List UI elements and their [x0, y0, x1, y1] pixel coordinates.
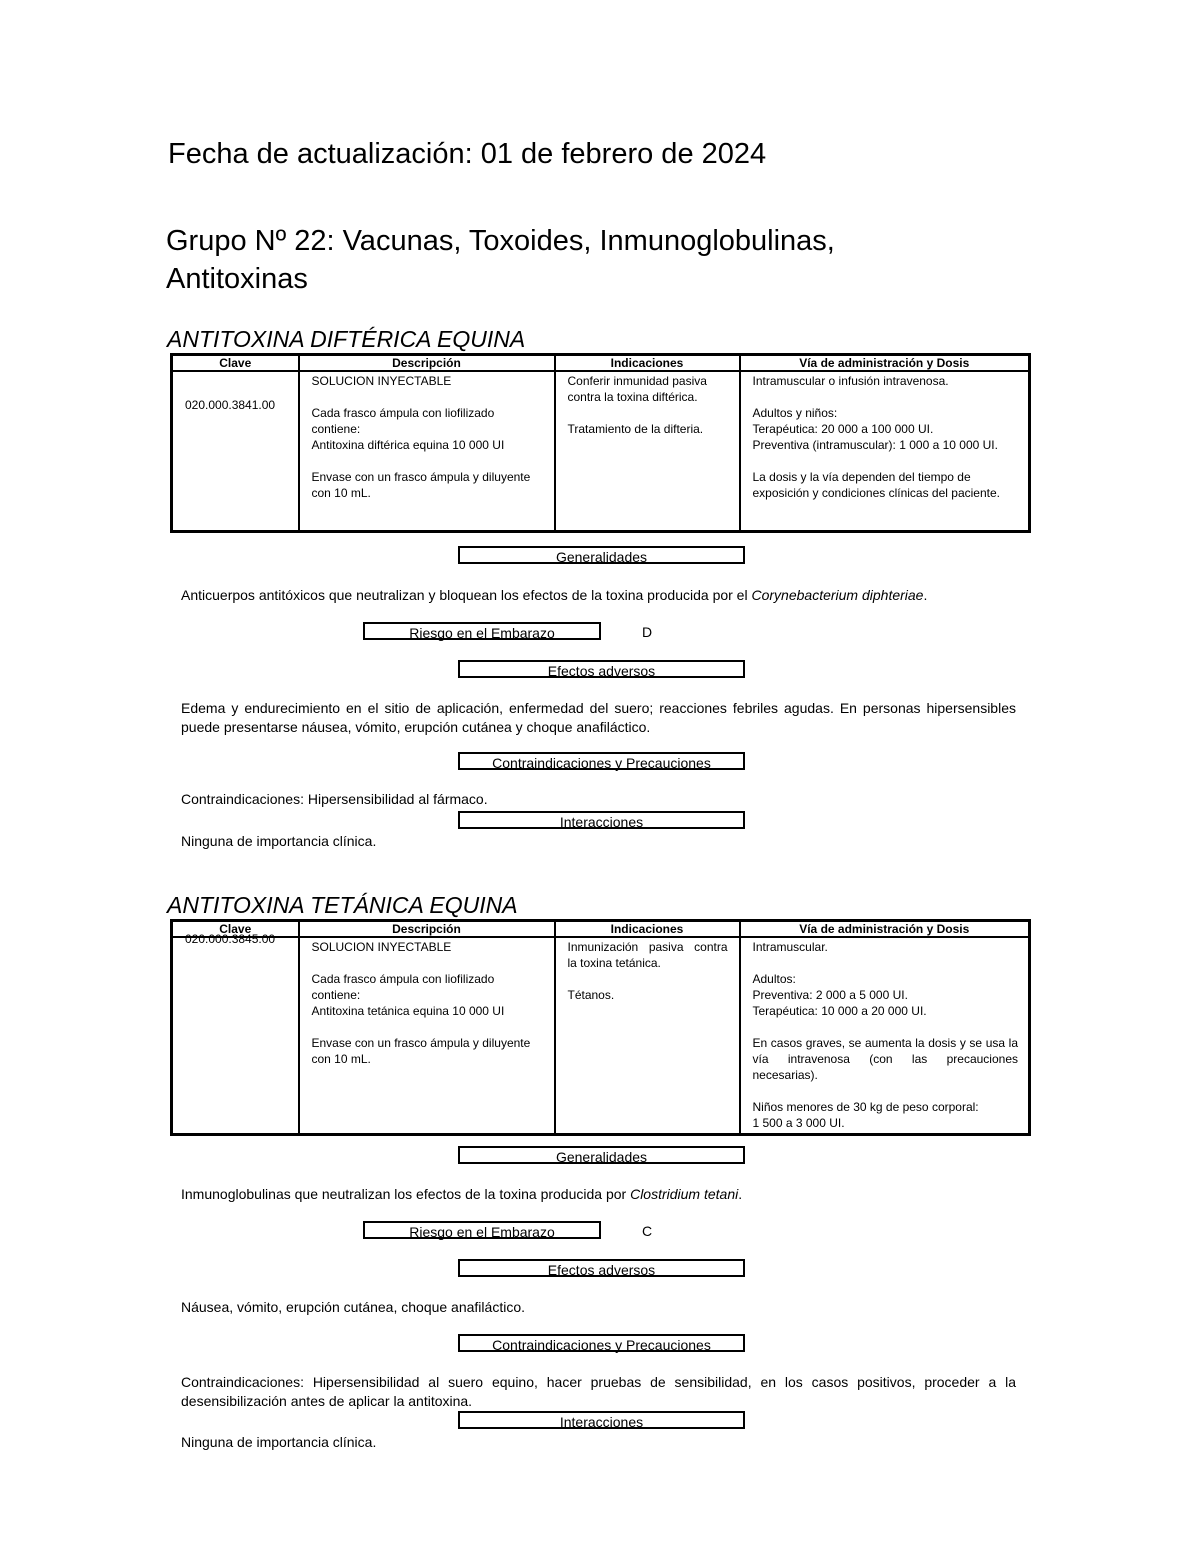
- section-label-interacciones: Interacciones: [458, 1411, 745, 1429]
- generalidades-text-part: .: [738, 1186, 743, 1202]
- pregnancy-risk-value: C: [642, 1223, 653, 1239]
- col-header-descripcion: Descripción: [299, 921, 555, 938]
- group-title: Grupo Nº 22: Vacunas, Toxoides, Inmunoglobulinas, Antitoxinas: [166, 225, 835, 295]
- efectos-text: Náusea, vómito, erupción cutánea, choque anafiláctico.: [181, 1299, 525, 1315]
- section-label-efectos: Efectos adversos: [458, 1259, 745, 1277]
- section-label-efectos: Efectos adversos: [458, 660, 745, 678]
- section-label-generalidades: Generalidades: [458, 1146, 745, 1164]
- section-label-riesgo: Riesgo en el Embarazo: [363, 1221, 601, 1239]
- clave-cell: [172, 371, 299, 531]
- contraindicaciones-text: Contraindicaciones: Hipersensibilidad al fármaco.: [181, 791, 488, 807]
- ind-line: Tétanos.: [567, 988, 615, 1002]
- section-label-contraindicaciones: Contraindicaciones y Precauciones: [458, 1334, 745, 1352]
- via-line: 1 500 a 3 000 UI.: [752, 1116, 845, 1130]
- via-line: Preventiva: 2 000 a 5 000 UI.: [752, 988, 908, 1002]
- drug-title: ANTITOXINA TETÁNICA EQUINA: [167, 892, 518, 918]
- col-header-clave: Clave: [172, 921, 299, 938]
- col-header-via-dosis: Vía de administración y Dosis: [740, 355, 1030, 372]
- col-header-descripcion: Descripción: [299, 355, 555, 372]
- drug-table: [170, 919, 1031, 1136]
- organism-name: Corynebacterium diphteriae: [751, 587, 924, 603]
- section-label-interacciones: Interacciones: [458, 811, 745, 829]
- pregnancy-risk-value: D: [642, 624, 653, 640]
- desc-line: Antitoxina tetánica equina 10 000 UI: [311, 1004, 505, 1018]
- organism-name: Clostridium tetani: [630, 1186, 739, 1202]
- via-line: Intramuscular.: [752, 940, 828, 954]
- col-header-clave: Clave: [172, 355, 299, 372]
- desc-line: Cada frasco ámpula con liofilizado contiene:: [311, 972, 495, 1002]
- via-line: Intramuscular o infusión intravenosa.: [752, 374, 949, 388]
- desc-line: SOLUCION INYECTABLE: [311, 374, 452, 388]
- via-line: Terapéutica: 10 000 a 20 000 UI.: [752, 1004, 927, 1018]
- col-header-indicaciones: Indicaciones: [555, 355, 740, 372]
- generalidades-text: [181, 586, 1016, 605]
- efectos-text: Edema y endurecimiento en el sitio de aplicación, enfermedad del suero; reacciones febriles agudas. En personas hipersensibles puede presentarse náusea, vómito, erupción cutánea y choque anafiláctico.: [181, 700, 1016, 735]
- ind-line: Conferir inmunidad pasiva contra la toxina diftérica.: [567, 374, 707, 404]
- via-line: La dosis y la vía dependen del tiempo de exposición y condiciones clínicas del paciente.: [752, 470, 1000, 500]
- table-row: [172, 937, 1030, 1135]
- desc-line: Envase con un frasco ámpula y diluyente con 10 mL.: [311, 470, 531, 500]
- update-date: Fecha de actualización: 01 de febrero de 2024: [168, 138, 767, 170]
- via-dosis-cell: [740, 937, 1030, 1135]
- section-label-contraindicaciones: Contraindicaciones y Precauciones: [458, 752, 745, 770]
- section-label-riesgo: Riesgo en el Embarazo: [363, 622, 601, 640]
- col-header-via-dosis: Vía de administración y Dosis: [740, 921, 1030, 938]
- via-line: Adultos:: [752, 972, 796, 986]
- via-line: En casos graves, se aumenta la dosis y se usa la vía intravenosa (con las precauciones necesarias).: [752, 1036, 1018, 1082]
- descripcion-cell: [299, 937, 555, 1135]
- interacciones-text: Ninguna de importancia clínica.: [181, 1434, 377, 1450]
- clave-value: 020.000.3841.00: [185, 398, 276, 412]
- via-dosis-cell: [740, 371, 1030, 531]
- desc-line: Envase con un frasco ámpula y diluyente con 10 mL.: [311, 1036, 531, 1066]
- section-label-generalidades: Generalidades: [458, 546, 745, 564]
- indicaciones-cell: [555, 371, 740, 531]
- ind-line: Inmunización pasiva contra: [567, 940, 728, 954]
- generalidades-text-part: Anticuerpos antitóxicos que neutralizan y bloquean los efectos de la toxina producida por el: [181, 587, 752, 603]
- generalidades-text-part: Inmunoglobulinas que neutralizan los efectos de la toxina producida por: [181, 1186, 631, 1202]
- clave-cell: [172, 932, 299, 1135]
- desc-line: SOLUCION INYECTABLE: [311, 940, 452, 954]
- descripcion-cell: [299, 371, 555, 531]
- via-line: Preventiva (intramuscular): 1 000 a 10 000 UI.: [752, 438, 998, 452]
- desc-line: Cada frasco ámpula con liofilizado contiene:: [311, 406, 495, 436]
- drug-title: ANTITOXINA DIFTÉRICA EQUINA: [167, 326, 526, 352]
- indicaciones-cell: [555, 937, 740, 1135]
- contraindicaciones-text: Contraindicaciones: Hipersensibilidad al suero equino, hacer pruebas de sensibilidad, en los casos positivos, proceder a la desensibilización antes de aplicar la antitoxina.: [181, 1374, 1016, 1409]
- via-line: Niños menores de 30 kg de peso corporal:: [752, 1100, 979, 1114]
- interacciones-text: Ninguna de importancia clínica.: [181, 833, 377, 849]
- table-row: [172, 371, 1030, 531]
- ind-line: la toxina tetánica.: [567, 956, 661, 970]
- drug-table: [170, 353, 1031, 533]
- table-header-row: [172, 921, 1030, 938]
- clave-value: 020.000.3845.00: [185, 932, 276, 946]
- generalidades-text: [181, 1185, 1016, 1204]
- table-header-row: [172, 355, 1030, 372]
- ind-line: Tratamiento de la difteria.: [567, 422, 704, 436]
- via-line: Terapéutica: 20 000 a 100 000 UI.: [752, 422, 934, 436]
- desc-line: Antitoxina diftérica equina 10 000 UI: [311, 438, 505, 452]
- generalidades-text-part: .: [923, 587, 928, 603]
- col-header-indicaciones: Indicaciones: [555, 921, 740, 938]
- via-line: Adultos y niños:: [752, 406, 838, 420]
